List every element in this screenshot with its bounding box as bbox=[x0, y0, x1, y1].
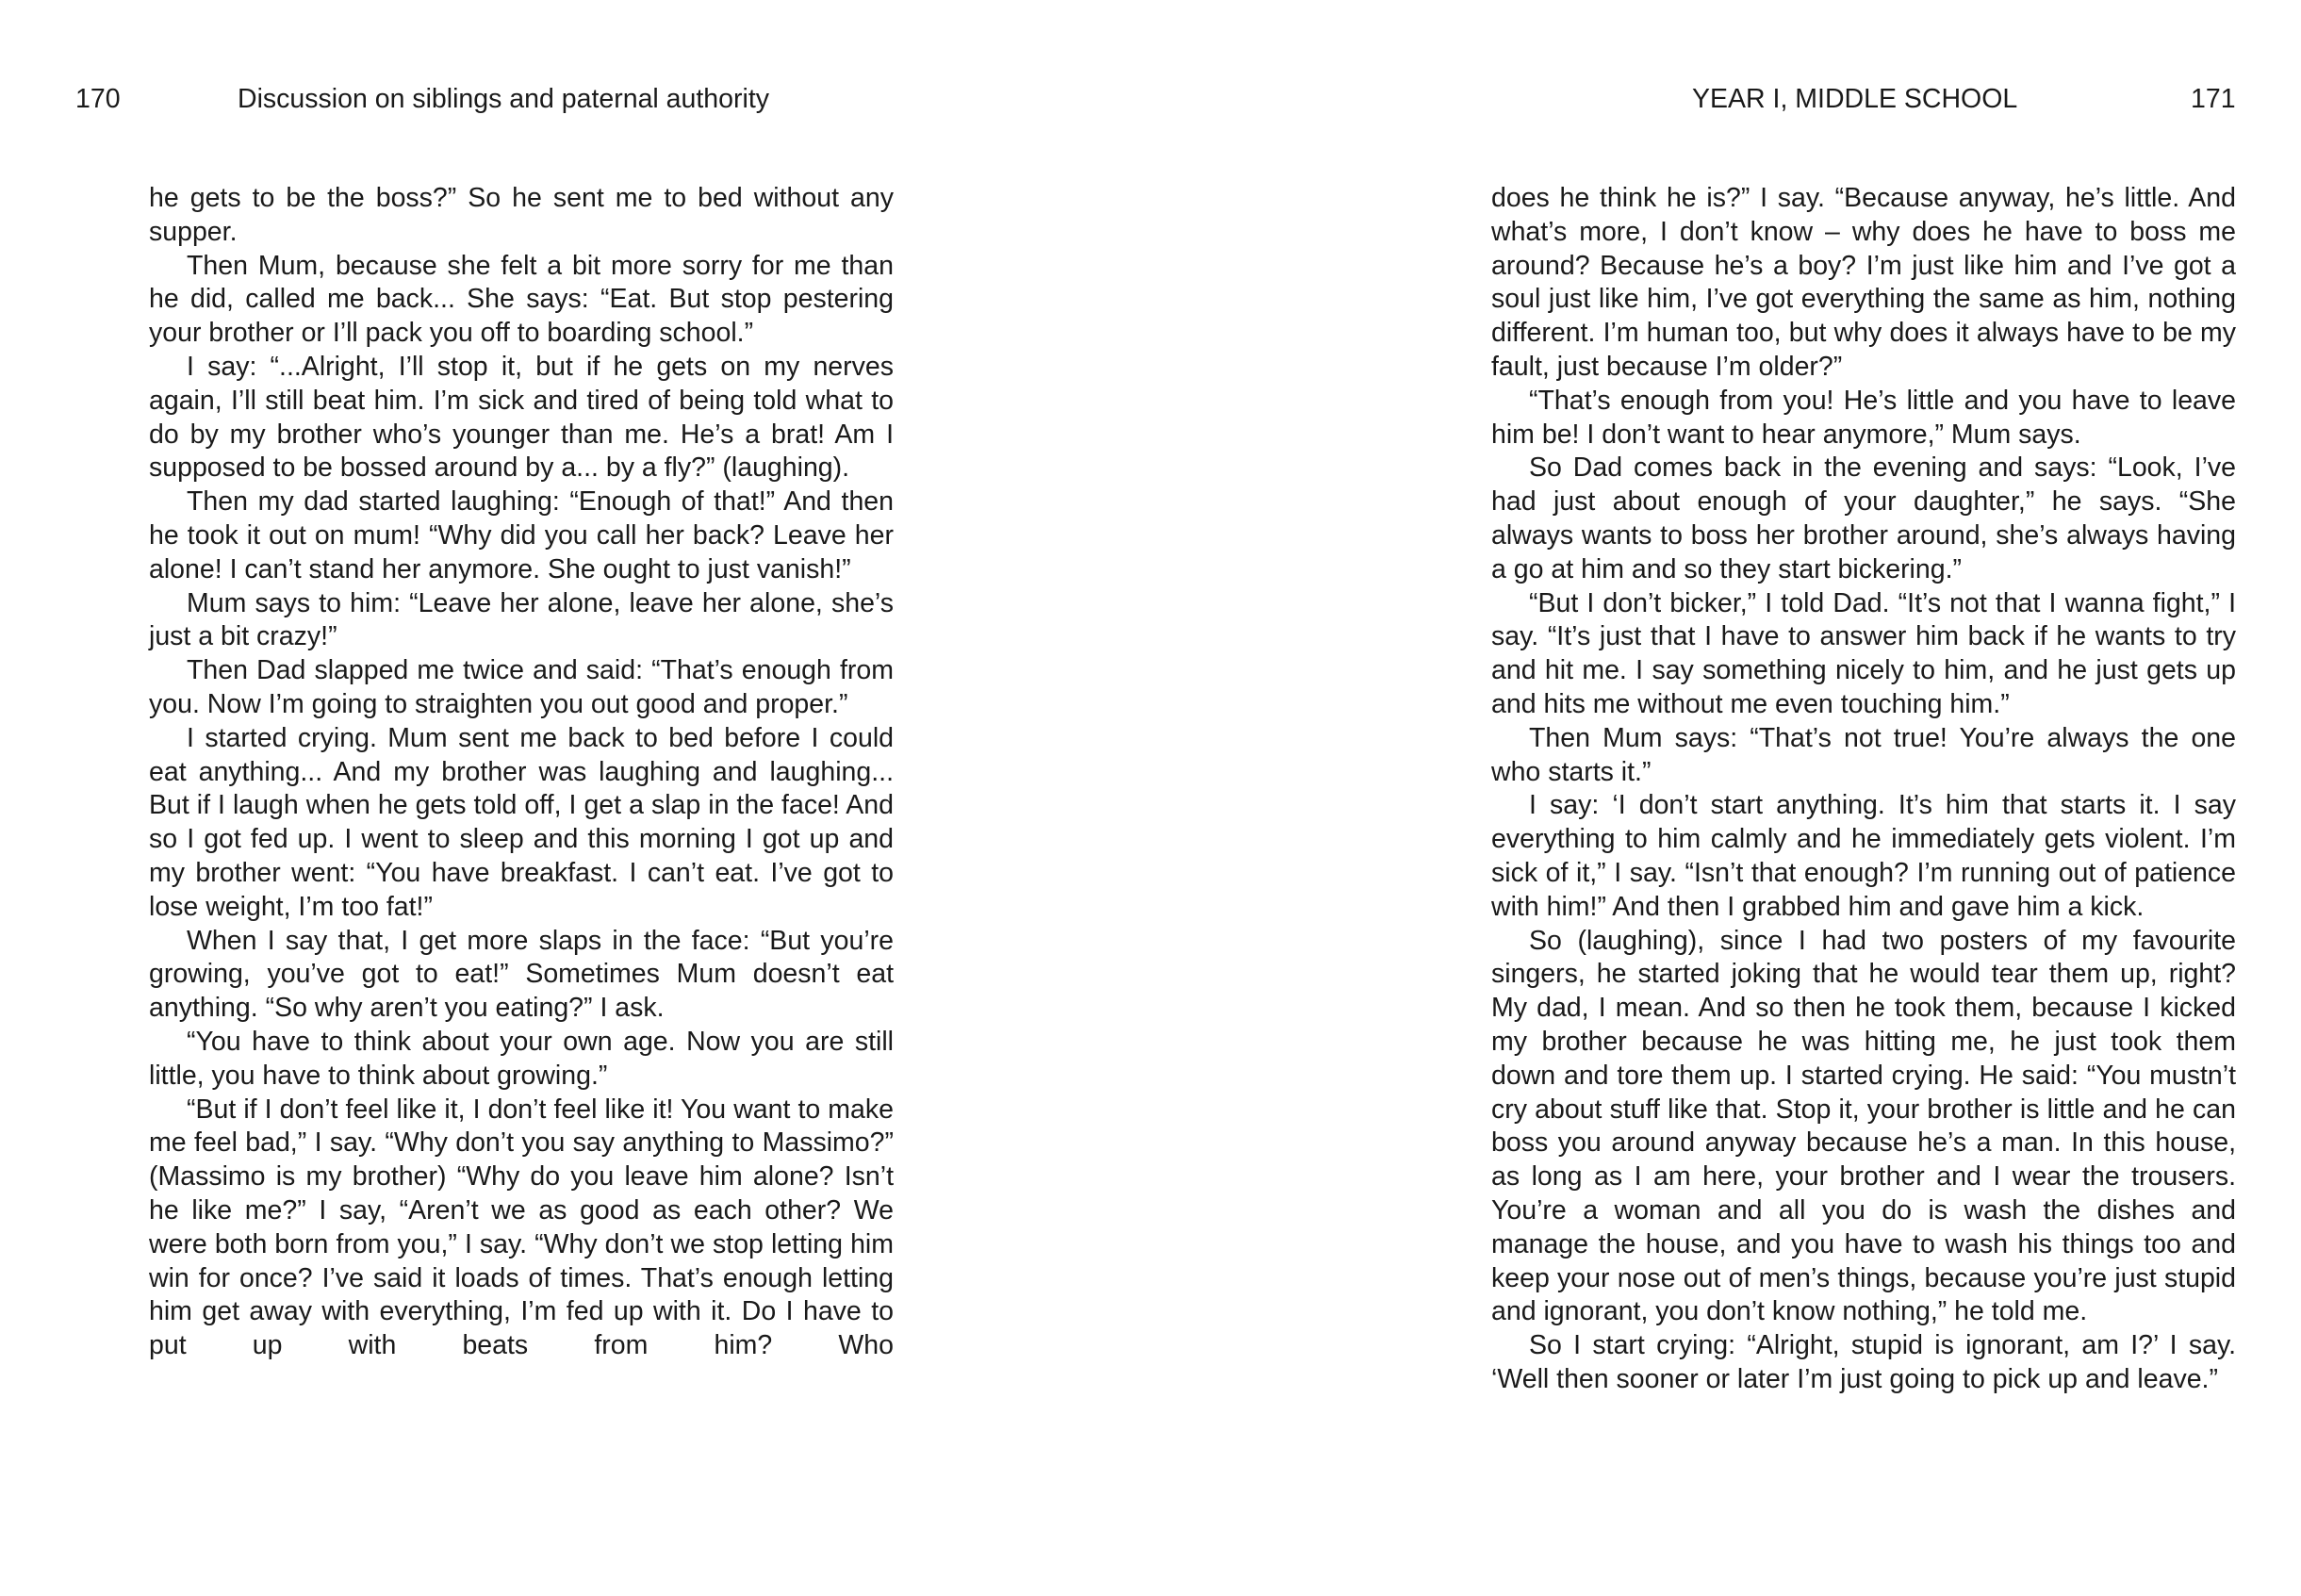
paragraph: “That’s enough from you! He’s little and you have to leave him be! I don’t want to hear anymore,” Mum says. bbox=[1491, 385, 2236, 450]
paragraph: Then Mum says: “That’s not true! You’re always the one who starts it.” bbox=[1491, 722, 2236, 787]
left-page-body bbox=[149, 182, 894, 1363]
paragraph: Then my dad started laughing: “Enough of that!” And then he took it out on mum! “Why did you call her back? Leave her alone! I can’t stand her anymore. She ought to just vanish!” bbox=[149, 486, 894, 584]
paragraph: “But I don’t bicker,” I told Dad. “It’s not that I wanna fight,” I say. “It’s just that I have to answer him back if he wants to try and hit me. I say something nicely to him, and he just gets up and hits me without me even touching him.” bbox=[1491, 587, 2236, 719]
paragraph: I started crying. Mum sent me back to bed before I could eat anything... And my brother was laughing and laughing... But if I laugh when he gets told off, I get a slap in the face! And so I got fed up. I went to sleep and this morning I got up and my brother went: “You have breakfast. I can’t eat. I’ve got to lose weight, I’m too fat!” bbox=[149, 722, 894, 922]
paragraph: So (laughing), since I had two posters of my favourite singers, he started joking that he would tear them up, right? My dad, I mean. And so then he took them, because I kicked my brother because he was hitting me, he just took them down and tore them up. I started crying. He said: “You mustn’t cry about stuff like that. Stop it, your brother is little and he can boss you around anyway because he’s a man. In this house, as long as I am here, your brother and I wear the trousers. You’re a woman and all you do is wash the dishes and manage the house, and you have to wash his things too and keep your nose out of men’s things, because you’re just stupid and ignorant, you don’t know nothing,” he told me. bbox=[1491, 925, 2236, 1327]
paragraph: Mum says to him: “Leave her alone, leave her alone, she’s just a bit crazy!” bbox=[149, 587, 894, 652]
paragraph: does he think he is?” I say. “Because anyway, he’s little. And what’s more, I don’t know – why does he have to boss me around? Because he’s a boy? I’m just like him and I’ve got a soul just like him, I’ve got everything the same as him, nothing different. I’m human too, but why does it always have to be my fault, just because I’m older?” bbox=[1491, 183, 2236, 382]
right-page-body bbox=[1491, 182, 2236, 1397]
paragraph: “But if I don’t feel like it, I don’t feel like it! You want to make me feel bad,” I say. “Why don’t you say anything to Massimo?” (Massimo is my brother) “Why do you leave him alone? Isn’t he like me?” I say, “Aren’t we as good as each other? We were both born from you,” I say. “Why don’t we stop letting him win for once? I’ve said it loads of times. That’s enough letting him get away with everything, I’m fed up with it. Do I have to put up with beats from him? Who bbox=[149, 1094, 894, 1361]
paragraph: “You have to think about your own age. Now you are still little, you have to think about growing.” bbox=[149, 1026, 894, 1091]
right-running-title: YEAR I, MIDDLE SCHOOL bbox=[1692, 84, 2018, 114]
left-running-title: Discussion on siblings and paternal authority bbox=[238, 84, 769, 114]
paragraph: he gets to be the boss?” So he sent me to bed without any supper. bbox=[149, 183, 894, 247]
paragraph: I say: “...Alright, I’ll stop it, but if he gets on my nerves again, I’ll still beat him. I’m sick and tired of being told what to do by my brother who’s younger than me. He’s a brat! Am I supposed to be bossed around by a... by a fly?” (laughing). bbox=[149, 351, 894, 484]
paragraph: Then Mum, because she felt a bit more sorry for me than he did, called me back... She says: “Eat. But stop pestering your brother or I’ll pack you off to boarding school.” bbox=[149, 250, 894, 349]
paragraph: When I say that, I get more slaps in the face: “But you’re growing, you’ve got to eat!” Sometimes Mum doesn’t eat anything. “So why aren’t you eating?” I ask. bbox=[149, 925, 894, 1024]
right-page-number: 171 bbox=[2191, 84, 2236, 114]
paragraph: I say: ‘I don’t start anything. It’s him that starts it. I say everything to him calmly and he immediately gets violent. I’m sick of it,” I say. “Isn’t that enough? I’m running out of patience with him!” And then I grabbed him and gave him a kick. bbox=[1491, 790, 2236, 922]
paragraph: Then Dad slapped me twice and said: “That’s enough from you. Now I’m going to straighten you out good and proper.” bbox=[149, 655, 894, 719]
left-page-number: 170 bbox=[75, 84, 121, 114]
paragraph: So Dad comes back in the evening and says: “Look, I’ve had just about enough of your daughter,” he says. “She always wants to boss her brother around, she’s always having a go at him and so they start bickering.” bbox=[1491, 452, 2236, 584]
paragraph: So I start crying: “Alright, stupid is ignorant, am I?’ I say. ‘Well then sooner or later I’m just going to pick up and leave.” bbox=[1491, 1330, 2236, 1394]
